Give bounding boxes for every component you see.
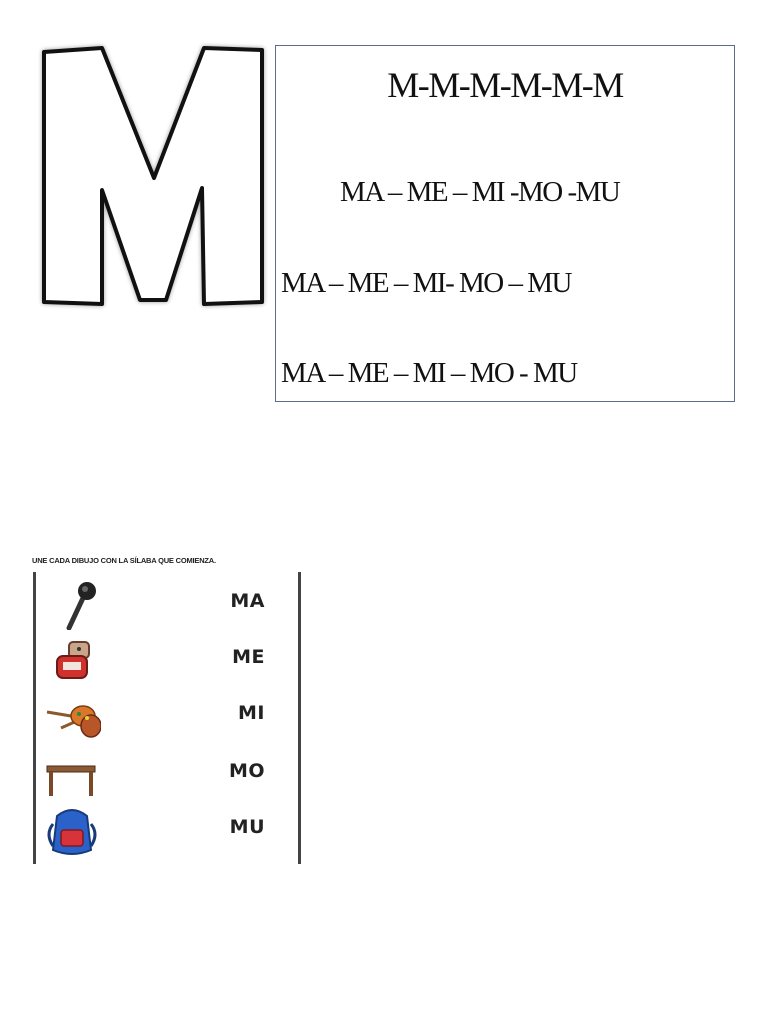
maracas-icon [43, 690, 101, 742]
left-divider [33, 572, 36, 864]
matching-exercise [33, 572, 301, 864]
exercise-row [43, 578, 293, 634]
exercise-row [43, 748, 293, 804]
right-divider [298, 572, 301, 864]
microphone-icon [43, 578, 101, 630]
syllable-me: ME [232, 646, 265, 668]
big-letter-m-outline [36, 38, 268, 318]
exercise-instruction: UNE CADA DIBUJO CON LA SÍLABA QUE COMIENZA. [32, 556, 216, 565]
title-line: M-M-M-M-M-M [387, 65, 623, 105]
syllable-mu: MU [229, 816, 265, 838]
syllable-line-1: MA – ME – MI -MO -MU [340, 176, 620, 208]
syllable-mo: MO [228, 760, 265, 782]
backpack-icon [43, 804, 101, 856]
doll-icon [43, 634, 101, 686]
exercise-row [43, 634, 293, 690]
syllable-ma: MA [230, 590, 265, 612]
syllable-line-2: MA – ME – MI- MO – MU [281, 267, 571, 299]
exercise-row [43, 690, 293, 746]
exercise-row [43, 804, 293, 860]
syllable-line-3: MA – ME – MI – MO - MU [281, 357, 577, 389]
syllable-mi: MI [238, 702, 265, 724]
table-icon [43, 748, 101, 800]
syllable-box [275, 45, 735, 402]
